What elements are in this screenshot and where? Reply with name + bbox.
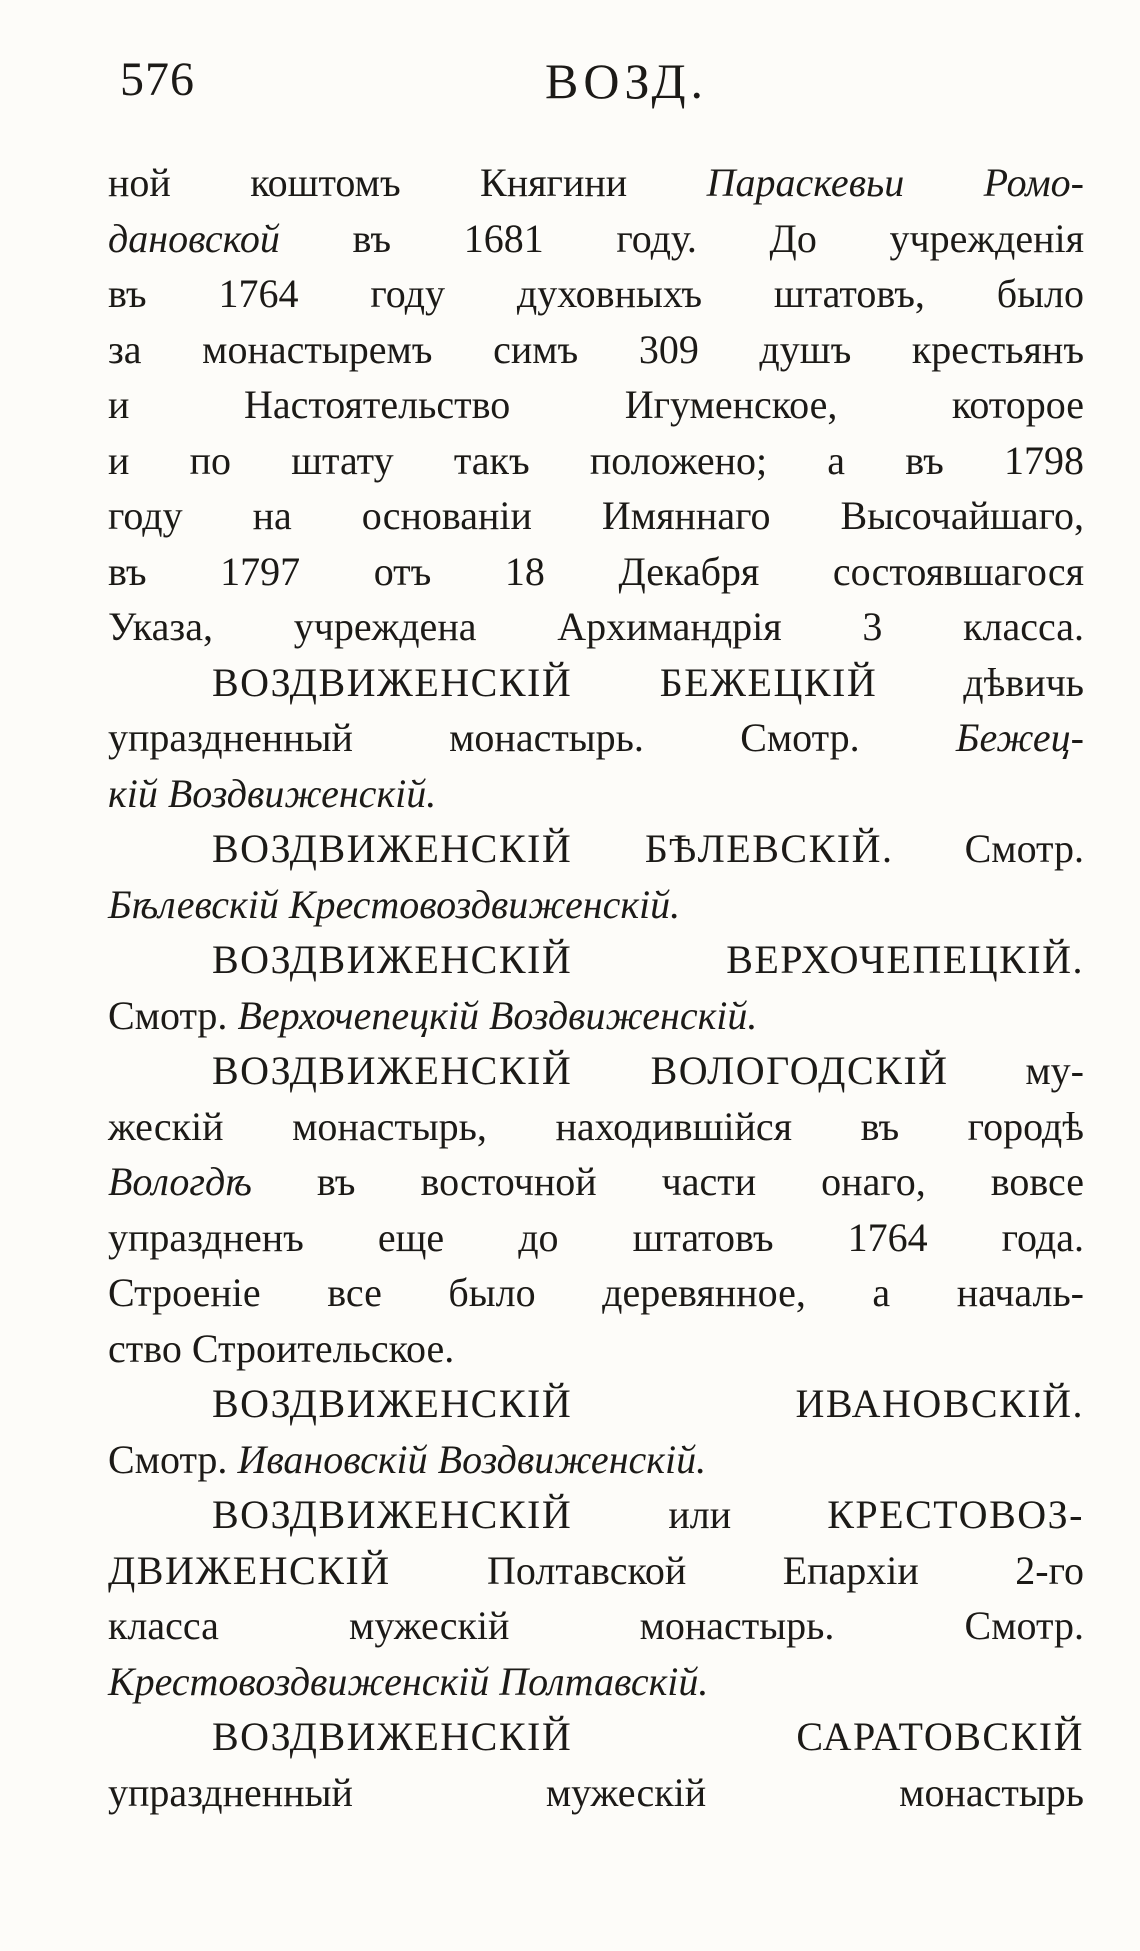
italic-reference: Бежец- <box>955 715 1084 760</box>
entry-heading: ВОЗДВИЖЕНСКІЙ ВЕРХОЧЕПЕЦКІЙ. <box>212 937 1084 982</box>
line-text: ной коштомъ Княгини <box>108 160 707 205</box>
entry-heading: ВОЗДВИЖЕНСКІЙ БЕЖЕЦКІЙ <box>212 659 878 705</box>
text-line <box>108 710 1084 766</box>
text-line <box>108 1154 1084 1210</box>
line-text: Смотр. <box>108 992 238 1038</box>
text-line <box>108 1432 1084 1488</box>
text-line <box>108 1043 1084 1099</box>
italic-reference: Бѣлевскій Крестовоздвиженскій. <box>108 881 681 927</box>
text-line <box>108 1598 1084 1654</box>
line-text: Смотр. <box>108 1436 238 1482</box>
entry-heading: ВОЗДВИЖЕНСКІЙ ВОЛОГОДСКІЙ <box>212 1048 949 1093</box>
text-line <box>108 1099 1084 1155</box>
text-line <box>108 211 1084 267</box>
text-line <box>108 988 1084 1044</box>
line-text: упраздненный монастырь. Смотр. <box>108 715 956 760</box>
text-line <box>108 488 1084 544</box>
text-line <box>108 821 1084 877</box>
italic-reference: Верхочепецкій Воздвиженскій. <box>237 992 758 1038</box>
text-line <box>108 766 1084 822</box>
line-text: и Настоятельство Игуменское, которое <box>108 382 1084 427</box>
text-line <box>108 877 1084 933</box>
entry-heading: ВОЗДВИЖЕНСКІЙ БѢЛЕВСКІЙ. <box>212 826 894 871</box>
line-text: жескій монастырь, находившійся въ городѣ <box>108 1103 1084 1149</box>
line-text: Строеніе все было деревянное, а началь- <box>108 1270 1084 1315</box>
text-line <box>108 433 1084 489</box>
text-line <box>108 932 1084 988</box>
text-line <box>108 377 1084 433</box>
text-line <box>108 1709 1084 1765</box>
page-header <box>120 48 1080 118</box>
text-line <box>108 599 1084 655</box>
page-number: 576 <box>120 53 195 106</box>
text-line <box>108 1487 1084 1543</box>
line-text: му- <box>948 1048 1084 1093</box>
italic-reference: Вологдѣ <box>108 1159 252 1204</box>
line-text: дѣвичь <box>877 659 1084 705</box>
entry-heading: ВОЗДВИЖЕНСКІЙ САРАТОВСКІЙ <box>212 1714 1084 1759</box>
page-body-text <box>108 155 1084 1820</box>
line-text: Полтавской Епархіи 2-го <box>390 1547 1084 1593</box>
text-line <box>108 1210 1084 1266</box>
text-line <box>108 1765 1084 1821</box>
text-line <box>108 544 1084 600</box>
line-text: за монастыремъ симъ 309 душъ крестьянъ <box>108 326 1084 372</box>
entry-heading: ДВИЖЕНСКІЙ <box>108 1547 391 1593</box>
italic-reference: Ивановскій Воздвиженскій. <box>237 1436 707 1482</box>
italic-reference: кій Воздвиженскій. <box>108 770 437 816</box>
line-text: Смотр. <box>893 826 1085 871</box>
italic-reference: Крестовоздвиженскій Полтавскій. <box>108 1658 709 1704</box>
entry-heading: КРЕСТОВОЗ- <box>827 1492 1084 1537</box>
italic-reference: Параскевьи Ромо- <box>706 160 1084 205</box>
entry-heading: ВОЗДВИЖЕНСКІЙ ИВАНОВСКІЙ. <box>212 1381 1084 1426</box>
italic-reference: дановской <box>108 215 280 261</box>
entry-heading: ВОЗДВИЖЕНСКІЙ <box>212 1492 573 1537</box>
line-text: упраздненъ еще до штатовъ 1764 года. <box>108 1214 1084 1260</box>
text-line <box>108 266 1084 322</box>
text-line <box>108 1265 1084 1321</box>
text-line <box>108 1654 1084 1710</box>
line-text: упраздненный мужескій монастырь <box>108 1769 1084 1815</box>
line-text: въ восточной части онаго, вовсе <box>251 1159 1084 1204</box>
line-text: году на основаніи Имяннаго Высочайшаго, <box>108 493 1084 538</box>
line-text: въ 1764 году духовныхъ штатовъ, было <box>108 271 1084 316</box>
line-text: въ 1681 году. До учрежденія <box>279 215 1084 261</box>
running-head: ВОЗД. <box>545 53 709 109</box>
text-line <box>108 655 1084 711</box>
line-text: въ 1797 отъ 18 Декабря состоявшагося <box>108 548 1084 594</box>
text-line <box>108 1321 1084 1377</box>
text-line <box>108 1376 1084 1432</box>
line-text: Указа, учреждена Архимандрія 3 класса. <box>108 604 1084 649</box>
line-text: или <box>572 1492 828 1537</box>
line-text: ство Строительское. <box>108 1325 455 1371</box>
text-line <box>108 322 1084 378</box>
text-line <box>108 1543 1084 1599</box>
line-text: класса мужескій монастырь. Смотр. <box>108 1603 1084 1648</box>
text-line <box>108 155 1084 211</box>
line-text: и по штату такъ положено; а въ 1798 <box>108 437 1084 483</box>
